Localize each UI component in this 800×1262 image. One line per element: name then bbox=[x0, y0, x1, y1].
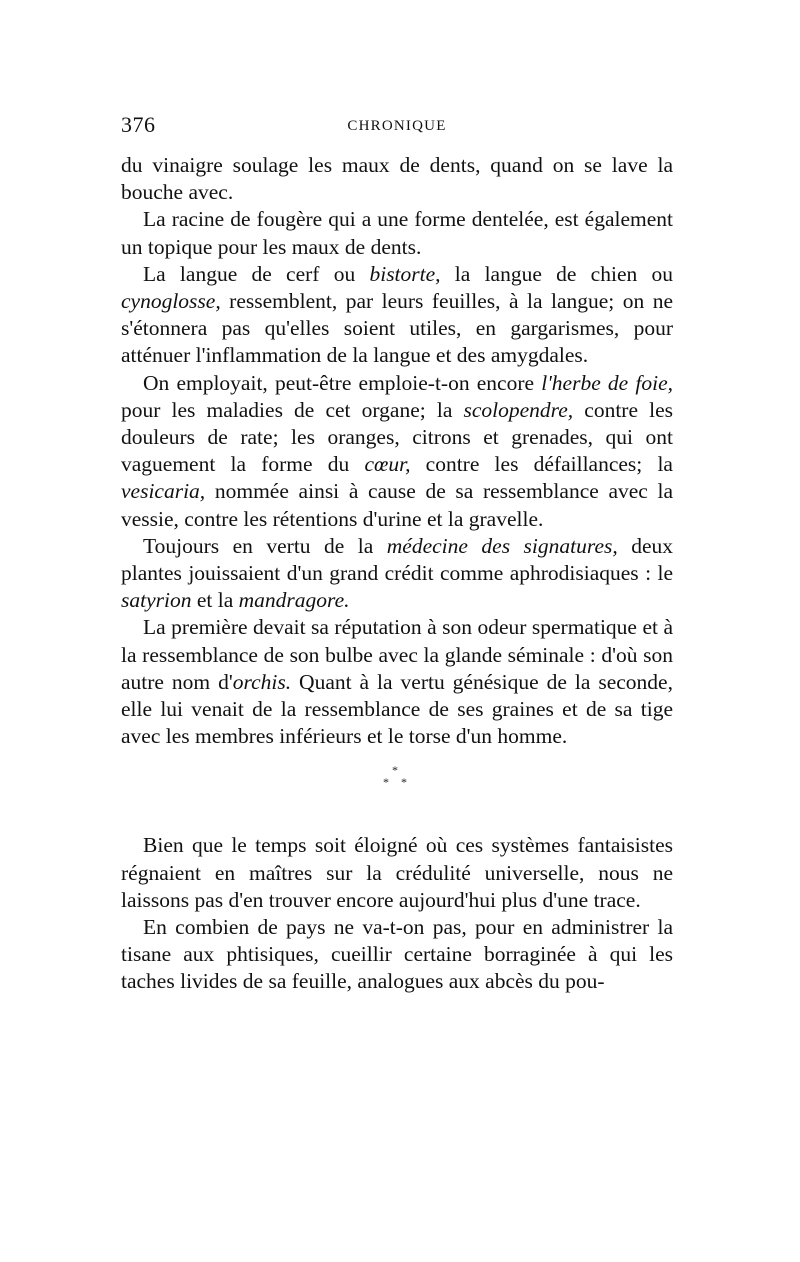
italic-text-run: médecine des signatures, bbox=[386, 533, 618, 558]
text-run: En combien de pays ne va-t-on pas, pour en administrer la tisane aux phtisiques, cueillir certaine borraginée à qui les taches livides de sa feuille, analogues aux abcès du pou- bbox=[121, 915, 673, 994]
text-run: Quant à la vertu génésique de la seconde, elle lui venait de la ressemblance de ses graines et de sa tige avec les membres inférieurs et le torse d'un homme. bbox=[121, 669, 673, 749]
text-run: nommée ainsi à cause de sa ressemblance avec la vessie, contre les rétentions d'urine et la gravelle. bbox=[121, 479, 673, 531]
italic-text-run: cynoglosse, bbox=[121, 289, 221, 314]
italic-text-run: orchis. bbox=[232, 669, 292, 694]
page-number: 376 bbox=[121, 112, 156, 137]
text-run: Bien que le temps soit éloigné où ces systèmes fantaisistes régnaient en maîtres sur la crédulité universelle, nous ne laissons pas d'en trouver encore aujourd'hui plus d'une trace. bbox=[121, 833, 673, 912]
italic-text-run: vesicaria, bbox=[121, 479, 206, 504]
text-run: et la bbox=[191, 588, 239, 613]
paragraph bbox=[121, 533, 673, 615]
text-block-after-separator bbox=[121, 832, 673, 995]
italic-text-run: bistorte, bbox=[369, 261, 441, 286]
paragraph bbox=[121, 370, 673, 533]
page-header bbox=[121, 112, 673, 140]
italic-text-run: cœur, bbox=[364, 452, 411, 477]
text-run: On employait, peut-être emploie-t-on encore bbox=[143, 370, 542, 395]
text-run: Toujours en vertu de la bbox=[143, 533, 387, 558]
paragraph bbox=[121, 914, 673, 996]
text-run: contre les douleurs de rate; les oranges, citrons et grenades, qui ont vaguement la forme du bbox=[121, 397, 673, 477]
asterisk-icon: * bbox=[401, 775, 407, 790]
italic-text-run: scolopendre, bbox=[463, 397, 574, 422]
asterisk-icon: * bbox=[383, 775, 389, 790]
text-run: La première devait sa réputation à son odeur spermatique et à la ressemblance de son bulbe avec la glande séminale : d'où son autre nom d' bbox=[121, 615, 673, 694]
italic-text-run: satyrion bbox=[121, 588, 192, 613]
text-run: ressemblent, par leurs feuilles, à la langue; on ne s'étonnera pas qu'elles soient utiles, en gargarismes, pour atténuer l'inflammation de la langue et des amygdales. bbox=[121, 289, 673, 368]
text-run: la langue de chien ou bbox=[440, 261, 673, 286]
text-run: deux plantes jouissaient d'un grand crédit comme aphrodisiaques : le bbox=[121, 533, 673, 586]
text-run: La racine de fougère qui a une forme dentelée, est également un topique pour les maux de dents. bbox=[121, 207, 673, 259]
text-run: du vinaigre soulage les maux de dents, quand on se lave la bouche avec. bbox=[121, 153, 673, 205]
text-block-before-separator bbox=[121, 152, 673, 750]
asterisk-icon: * bbox=[392, 763, 398, 778]
italic-text-run: mandragore. bbox=[238, 588, 350, 613]
text-run: La langue de cerf ou bbox=[143, 261, 370, 286]
paragraph bbox=[121, 614, 673, 750]
section-separator bbox=[121, 764, 673, 832]
text-run: pour les maladies de cet organe; la bbox=[121, 397, 464, 422]
asterism bbox=[383, 764, 413, 790]
paragraph bbox=[121, 206, 673, 260]
text-run: contre les défaillances; la bbox=[410, 452, 673, 477]
italic-text-run: l'herbe de foie, bbox=[541, 370, 673, 395]
paragraph bbox=[121, 261, 673, 370]
paragraph bbox=[121, 832, 673, 914]
paragraph bbox=[121, 152, 673, 206]
body-text bbox=[121, 152, 673, 996]
running-head: CHRONIQUE bbox=[347, 118, 447, 134]
